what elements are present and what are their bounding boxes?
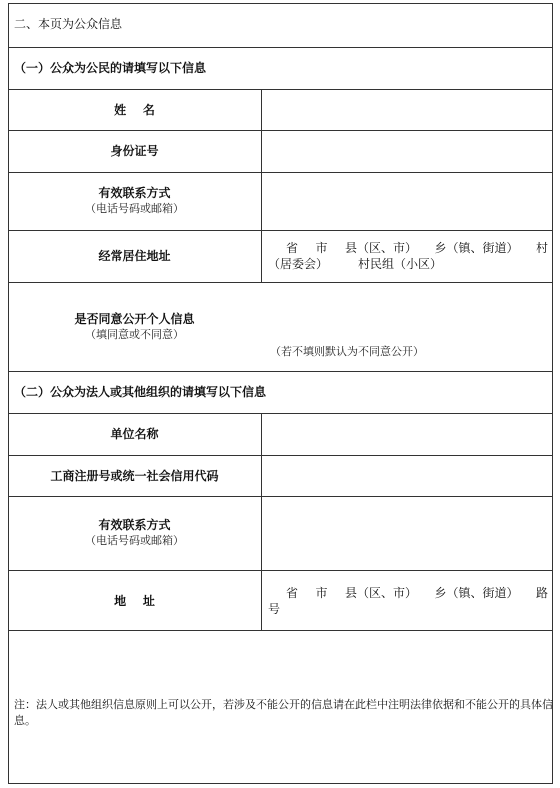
unit-name-field[interactable]: [262, 414, 552, 455]
residence-address-field[interactable]: [268, 240, 548, 272]
name-field[interactable]: [262, 90, 552, 130]
citizen-section-heading: （一）公众为公民的请填写以下信息: [14, 61, 207, 75]
address-part: 县（区、市）: [344, 586, 417, 600]
address-part: 乡（镇、街道）: [434, 586, 519, 600]
row-divider: [8, 230, 553, 231]
org-contact-hint: （电话号码或邮箱）: [85, 534, 184, 547]
org-address-field[interactable]: [268, 585, 548, 617]
address-part: 村: [535, 241, 548, 255]
table-border-bottom: [8, 783, 553, 784]
address-part: 村民组（小区）: [358, 257, 443, 271]
registration-code-label: 工商注册号或统一社会信用代码: [50, 469, 219, 483]
address-part: 县（区、市）: [344, 241, 417, 255]
id-number-field[interactable]: [262, 131, 552, 172]
address-part: （居委会）: [268, 257, 329, 271]
address-part: 省: [286, 241, 299, 255]
address-part: 路: [535, 586, 548, 600]
table-border-top: [8, 3, 553, 4]
registration-code-field[interactable]: [262, 456, 552, 496]
row-divider: [8, 47, 553, 48]
section-title: 二、本页为公众信息: [14, 17, 123, 31]
org-address-label: 地 址: [114, 594, 155, 608]
unit-name-label: 单位名称: [110, 427, 159, 441]
org-contact-label: 有效联系方式: [98, 518, 171, 532]
row-divider: [8, 371, 553, 372]
address-part: 市: [315, 586, 328, 600]
org-contact-field[interactable]: [262, 497, 552, 570]
address-part: 乡（镇、街道）: [434, 241, 519, 255]
table-border-right: [552, 3, 553, 784]
consent-default-note: （若不填则默认为不同意公开）: [270, 345, 424, 358]
name-label: 姓 名: [114, 103, 155, 117]
address-part: 省: [286, 586, 299, 600]
note-text: 注：法人或其他组织信息原则上可以公开，若涉及不能公开的信息请在此栏中注明法律依据和不能公开的具体信息。: [14, 698, 553, 727]
row-divider: [8, 570, 553, 571]
consent-hint: （填同意或不同意）: [85, 328, 184, 341]
address-part: 号: [268, 602, 281, 616]
residence-address-label: 经常居住地址: [98, 249, 171, 263]
contact-label: 有效联系方式: [98, 186, 171, 200]
contact-field[interactable]: [262, 173, 552, 230]
contact-hint: （电话号码或邮箱）: [85, 202, 184, 215]
consent-label: 是否同意公开个人信息: [74, 312, 195, 326]
org-section-heading: （二）公众为法人或其他组织的请填写以下信息: [14, 385, 267, 399]
address-part: 市: [315, 241, 328, 255]
id-number-label: 身份证号: [110, 144, 159, 158]
